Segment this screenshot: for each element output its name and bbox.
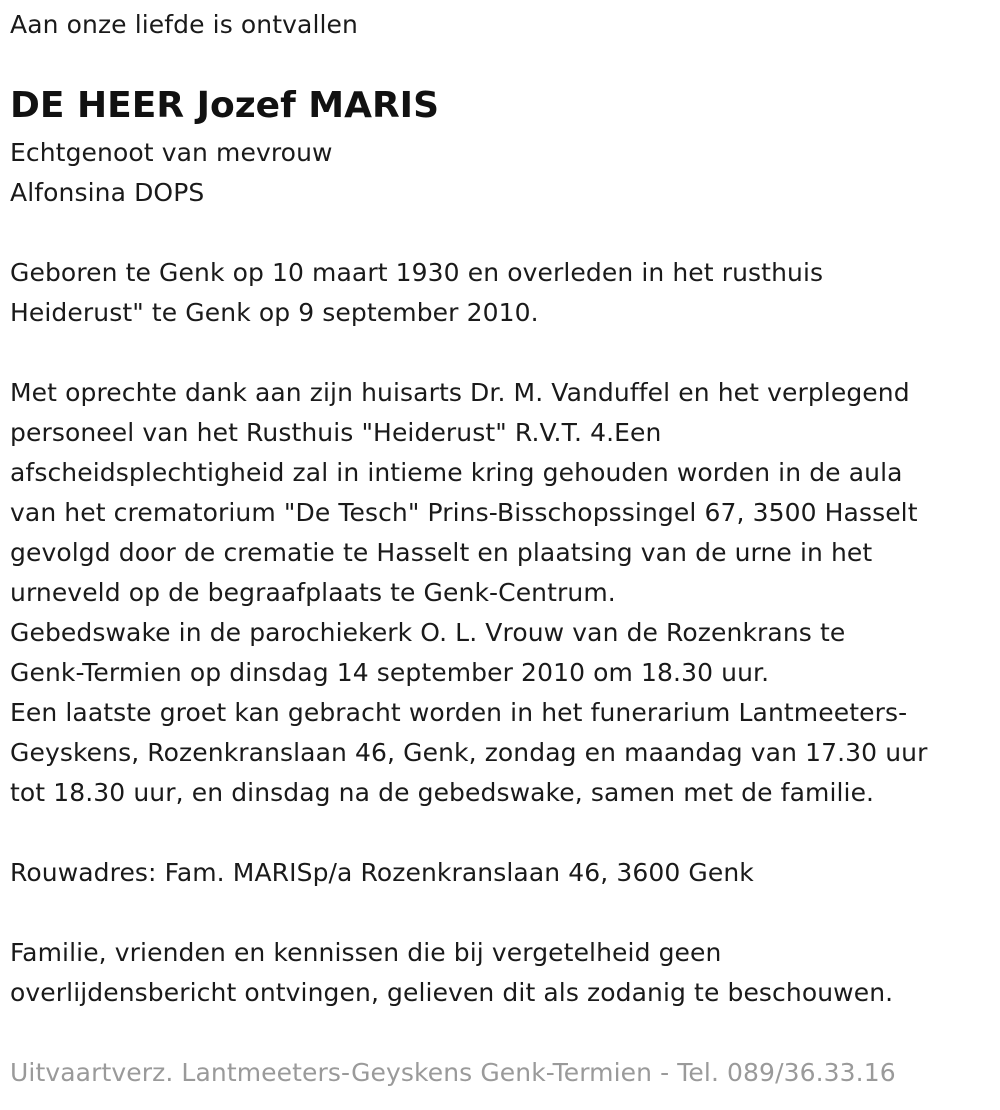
spouse-line: Alfonsina DOPS [10,178,205,207]
paragraph-line: personeel van het Rusthuis "Heiderust" R.V.T. 4.Een [10,418,662,447]
paragraph-line: afscheidsplechtigheid zal in intieme kring gehouden worden in de aula [10,458,903,487]
mourning-address: Rouwadres: Fam. MARISp/a Rozenkranslaan 46, 3600 Genk [10,858,754,887]
paragraph-line: Familie, vrienden en kennissen die bij vergetelheid geen [10,938,722,967]
ceremony-paragraph [10,373,927,813]
deceased-name: DE HEER Jozef MARIS [10,85,439,126]
spouse-line: Echtgenoot van mevrouw [10,138,333,167]
paragraph-line: overlijdensbericht ontvingen, gelieven dit als zodanig te beschouwen. [10,978,894,1007]
paragraph-line: Geboren te Genk op 10 maart 1930 en overleden in het rusthuis [10,258,824,287]
paragraph-line: gevolgd door de crematie te Hasselt en plaatsing van de urne in het [10,538,873,567]
paragraph-line: Gebedswake in de parochiekerk O. L. Vrouw van de Rozenkrans te [10,618,846,647]
paragraph-line: urneveld op de begraafplaats te Genk-Centrum. [10,578,616,607]
paragraph-line: Met oprechte dank aan zijn huisarts Dr. M. Vanduffel en het verplegend [10,378,910,407]
funeral-home-footer: Uitvaartverz. Lantmeeters-Geyskens Genk-Termien - Tel. 089/36.33.16 [10,1058,896,1087]
paragraph-line: Een laatste groet kan gebracht worden in het funerarium Lantmeeters- [10,698,908,727]
spouse-block [10,133,333,213]
intro-text: Aan onze liefde is ontvallen [10,10,358,39]
paragraph-line: Heiderust" te Genk op 9 september 2010. [10,298,539,327]
paragraph-line: tot 18.30 uur, en dinsdag na de gebedswake, samen met de familie. [10,778,875,807]
notice-paragraph [10,933,893,1013]
paragraph-line: van het crematorium "De Tesch" Prins-Bisschopssingel 67, 3500 Hasselt [10,498,918,527]
birth-death-paragraph [10,253,823,333]
paragraph-line: Genk-Termien op dinsdag 14 september 2010 om 18.30 uur. [10,658,770,687]
paragraph-line: Geyskens, Rozenkranslaan 46, Genk, zondag en maandag van 17.30 uur [10,738,928,767]
